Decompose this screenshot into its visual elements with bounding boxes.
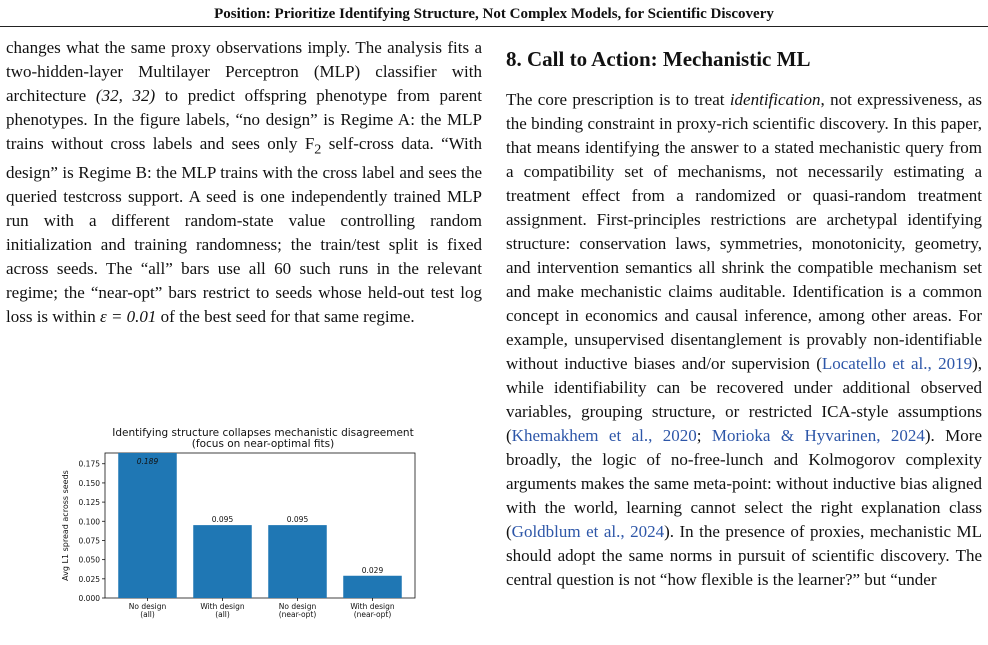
bar xyxy=(118,453,177,598)
y-tick-label: 0.025 xyxy=(78,574,100,584)
citation-khemakhem[interactable]: Khemakhem et al., 2020 xyxy=(511,426,697,445)
right-text-1: The core prescription is to treat xyxy=(506,90,730,109)
y-tick-label: 0.150 xyxy=(78,478,100,488)
x-tick-label: With design xyxy=(350,602,395,611)
x-tick-label: With design xyxy=(200,602,245,611)
bar xyxy=(193,525,252,598)
running-header xyxy=(0,0,988,27)
header-title: Position: Prioritize Identifying Structure, Not Complex Models, for Scientific Discovery xyxy=(214,6,774,22)
left-text-1: changes what the same proxy observations imply. The analysis fits a two-hidden-layer Multilayer Perceptron (MLP) classifier with architecture xyxy=(6,38,482,105)
citation-locatello[interactable]: Locatello et al., 2019 xyxy=(821,354,973,373)
right-text-2: , not expressiveness, as the binding constraint in proxy-rich scientific discovery. In this paper, that means identifying the answer to a stated mechanistic query from a compatibility set of mechanisms, not necessarily estimating a treatment effect from a randomized or quasi-random treatment assignment. First-principles restrictions are archetypal identifying structure: conservation laws, symmetries, monotonicity, geometry, and intervention semantics all shrink the compatible mechanism set and make mechanistic claims auditable. Identification is a common concept in economics and causal inference, among other areas. For example, unsupervised disentanglement is provably non-identifiable without inductive biases and/or supervision ( xyxy=(506,90,982,373)
x-tick-label: No design xyxy=(278,602,317,611)
right-text-5: ). More broadly, the logic of no-free-lunch and Kolmogorov complexity arguments makes the same meta-point: without inductive bias aligned with the world, learning cannot select the right explanation class ( xyxy=(506,426,982,541)
left-paragraph xyxy=(6,36,482,329)
y-tick-label: 0.000 xyxy=(78,594,100,603)
right-column xyxy=(506,46,982,592)
y-tick-label: 0.075 xyxy=(78,536,100,546)
x-tick-label-sub: (near-opt) xyxy=(353,610,392,619)
left-text-2: to predict offspring phenotype from parent phenotypes. In the figure labels, “no design” is Regime A: the MLP trains without cross labels and sees only F xyxy=(6,86,482,153)
bar-value-label: 0.189 xyxy=(136,457,159,466)
chart-subtitle: (focus on near-optimal fits) xyxy=(191,438,335,450)
right-text-6: ). In the presence of proxies, mechanistic ML should adopt the same norms in pursuit of scientific discovery. The central question is not “how flexible is the learner?” but “under xyxy=(506,522,982,589)
y-tick-label: 0.125 xyxy=(78,498,100,508)
y-tick-label: 0.100 xyxy=(78,517,100,527)
x-tick-label-sub: (all) xyxy=(140,610,155,619)
bar-value-label: 0.029 xyxy=(361,565,384,575)
citation-goldblum[interactable]: Goldblum et al., 2024 xyxy=(511,522,665,541)
bar-chart xyxy=(55,423,475,623)
right-text-4: ; xyxy=(696,426,712,445)
right-paragraph xyxy=(506,88,982,592)
math-architecture: (32, 32) xyxy=(95,86,156,105)
left-text-3: self-cross data. “With design” is Regime B: the MLP trains with the cross label and sees the queried testcross support. A seed is one independently trained MLP run with a different random-state value controlling random initialization and training randomness; the train/test split is fixed across seeds. The “all” bars use all 60 such runs in the relevant regime; the “near-opt” bars restrict to seeds whose held-out test log loss is within xyxy=(6,134,482,327)
x-tick-label-sub: (all) xyxy=(215,610,230,619)
y-tick-label: 0.050 xyxy=(78,555,100,565)
section-heading: 8. Call to Action: Mechanistic ML xyxy=(506,47,811,71)
bar xyxy=(268,525,327,598)
right-text-3: ), while identifiability can be recovered under additional observed variables, grouping structure, or restricted ICA-style assumptions ( xyxy=(506,354,982,445)
y-tick-label: 0.175 xyxy=(78,459,100,469)
chart-title: Identifying structure collapses mechanistic disagreement xyxy=(112,427,414,439)
y-axis-label: Avg L1 spread across seeds xyxy=(61,470,70,581)
citation-morioka[interactable]: Morioka & Hyvarinen, 2024 xyxy=(711,426,925,445)
emphasis-identification: identification xyxy=(729,90,821,109)
left-column xyxy=(6,36,482,329)
bar-value-label: 0.095 xyxy=(211,515,234,525)
bar-value-label: 0.095 xyxy=(286,515,309,525)
x-tick-label: No design xyxy=(128,602,167,611)
bar-chart-figure xyxy=(55,423,475,623)
x-tick-label-sub: (near-opt) xyxy=(278,610,317,619)
math-epsilon: ε = 0.01 xyxy=(100,307,157,327)
left-text-4: of the best seed for that same regime. xyxy=(156,307,415,327)
math-subscript: 2 xyxy=(314,141,322,158)
bar xyxy=(343,576,402,598)
